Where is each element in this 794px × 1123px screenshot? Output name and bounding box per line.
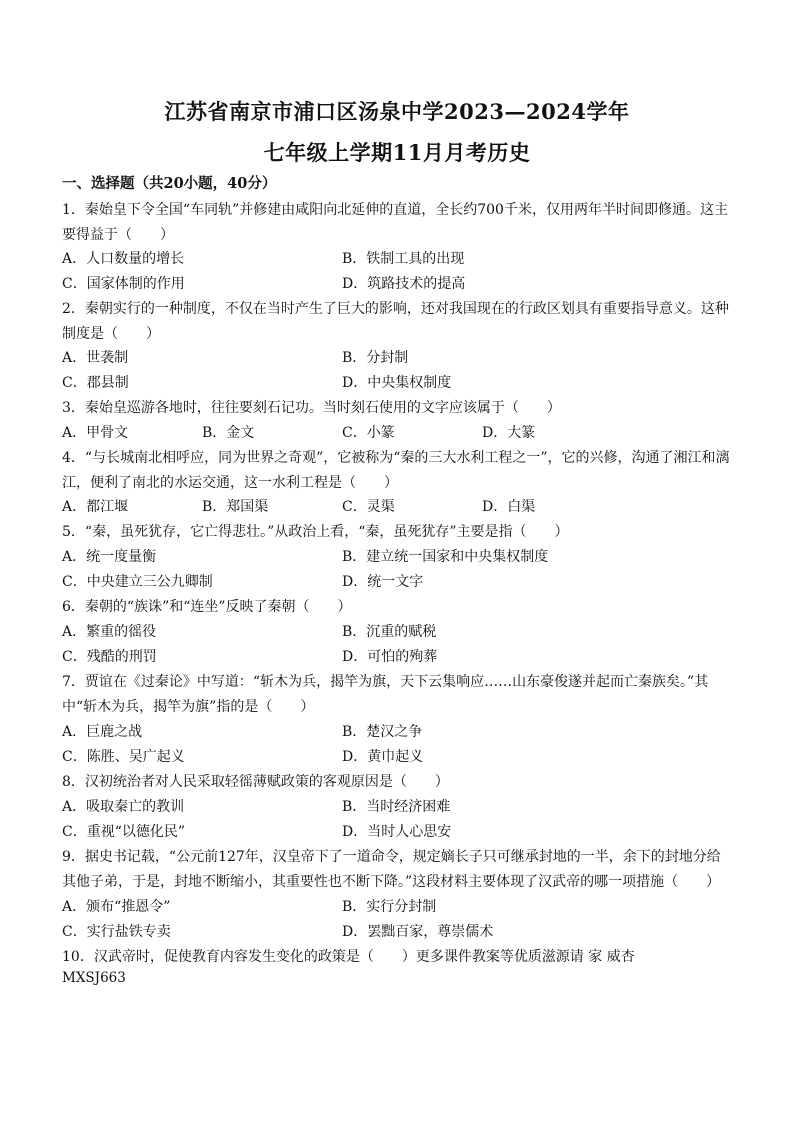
q8-option-a[interactable]: A．吸取秦亡的教训 xyxy=(62,799,185,815)
q4-option-b[interactable]: B．郑国渠 xyxy=(202,499,269,515)
q8-option-b[interactable]: B．当时经济困难 xyxy=(342,799,451,815)
q2-option-d[interactable]: D．中央集权制度 xyxy=(342,375,452,391)
q5-option-b[interactable]: B．建立统一国家和中央集权制度 xyxy=(342,549,549,565)
q1-option-a[interactable]: A．人口数量的增长 xyxy=(62,251,185,267)
q4-option-a[interactable]: A．都江堰 xyxy=(62,499,129,515)
q6-option-d[interactable]: D．可怕的殉葬 xyxy=(342,649,438,665)
q2-option-b[interactable]: B．分封制 xyxy=(342,350,409,366)
q3-option-c[interactable]: C．小篆 xyxy=(342,425,395,441)
question-3-stem: 3．秦始皇巡游各地时，往往要刻石记功。当时刻石使用的文字应该属于（ ） xyxy=(62,400,561,416)
q8-option-d[interactable]: D．当时人心思安 xyxy=(342,824,452,840)
q7-option-a[interactable]: A．巨鹿之战 xyxy=(62,724,143,740)
q4-option-d[interactable]: D．白渠 xyxy=(482,499,536,515)
q4-option-c[interactable]: C．灵渠 xyxy=(342,499,395,515)
q1-option-d[interactable]: D．筑路技术的提高 xyxy=(342,276,466,292)
q7-option-d[interactable]: D．黄巾起义 xyxy=(342,749,424,765)
footer-code: MXSJ663 xyxy=(62,970,126,986)
q9-option-d[interactable]: D．罢黜百家，尊崇儒术 xyxy=(342,924,494,940)
question-7-stem: 7．贾谊在《过秦论》中写道：“斩木为兵，揭竿为旗，天下云集响应……山东豪俊遂并起而亡秦族矣。”其中“斩木为兵，揭竿为旗”指的是（ ） xyxy=(62,674,709,715)
q8-option-c[interactable]: C．重视“以德化民” xyxy=(62,824,186,840)
q5-option-a[interactable]: A．统一度量衡 xyxy=(62,549,157,565)
q7-option-b[interactable]: B．楚汉之争 xyxy=(342,724,423,740)
question-6-stem: 6．秦朝的“族诛”和“连坐”反映了秦朝（ ） xyxy=(62,599,352,615)
q6-option-c[interactable]: C．残酷的刑罚 xyxy=(62,649,157,665)
exam-title-line2: 七年级上学期11月月考历史 xyxy=(263,140,531,165)
q5-option-c[interactable]: C．中央建立三公九卿制 xyxy=(62,574,213,590)
q7-option-c[interactable]: C．陈胜、吴广起义 xyxy=(62,749,185,765)
question-9-stem: 9．据史书记载，“公元前127年，汉皇帝下了一道命令，规定嫡长子只可继承封地的一半，余下的封地分给其他子弟，于是，封地不断缩小，其重要性也不断下降。”这段材料主要体现了汉武帝的哪一项措施（ ） xyxy=(62,849,721,890)
q9-option-c[interactable]: C．实行盐铁专卖 xyxy=(62,924,171,940)
q6-option-b[interactable]: B．沉重的赋税 xyxy=(342,624,437,640)
q3-option-b[interactable]: B．金文 xyxy=(202,425,255,441)
q3-option-a[interactable]: A．甲骨文 xyxy=(62,425,129,441)
question-1-stem: 1．秦始皇下令全国“车同轨”并修建由咸阳向北延伸的直道，全长约700千米，仅用两年半时间即修通。这主要得益于（ ） xyxy=(62,202,728,243)
question-8-stem: 8．汉初统治者对人民采取轻徭薄赋政策的客观原因是（ ） xyxy=(62,774,449,790)
q9-option-b[interactable]: B．实行分封制 xyxy=(342,899,437,915)
exam-title-line1: 江苏省南京市浦口区汤泉中学2023—2024学年 xyxy=(164,99,630,124)
q1-option-c[interactable]: C．国家体制的作用 xyxy=(62,276,185,292)
q6-option-a[interactable]: A．繁重的徭役 xyxy=(62,624,157,640)
question-4-stem: 4．“与长城南北相呼应，同为世界之奇观”，它被称为“秦的三大水利工程之一”，它的兴修，沟通了湘江和漓江，便利了南北的水运交通，这一水利工程是（ ） xyxy=(62,450,730,491)
q2-option-c[interactable]: C．郡县制 xyxy=(62,375,129,391)
section-heading: 一、选择题（共20小题，40分） xyxy=(62,175,277,192)
q5-option-d[interactable]: D．统一文字 xyxy=(342,574,424,590)
q3-option-d[interactable]: D．大篆 xyxy=(482,425,536,441)
q2-option-a[interactable]: A．世袭制 xyxy=(62,350,129,366)
question-5-stem: 5．“秦，虽死犹存，它亡得悲壮。”从政治上看，“秦，虽死犹存”主要是指（ ） xyxy=(62,524,569,540)
q1-option-b[interactable]: B．铁制工具的出现 xyxy=(342,251,465,267)
question-2-stem: 2．秦朝实行的一种制度，不仅在当时产生了巨大的影响，还对我国现在的行政区划具有重要指导意义。这种制度是（ ） xyxy=(62,301,729,342)
q9-option-a[interactable]: A．颁布“推恩令” xyxy=(62,899,171,915)
question-10-stem: 10．汉武帝时，促使教育内容发生变化的政策是（ ）更多课件教案等优质滋源请 家 威杏 xyxy=(62,949,635,965)
